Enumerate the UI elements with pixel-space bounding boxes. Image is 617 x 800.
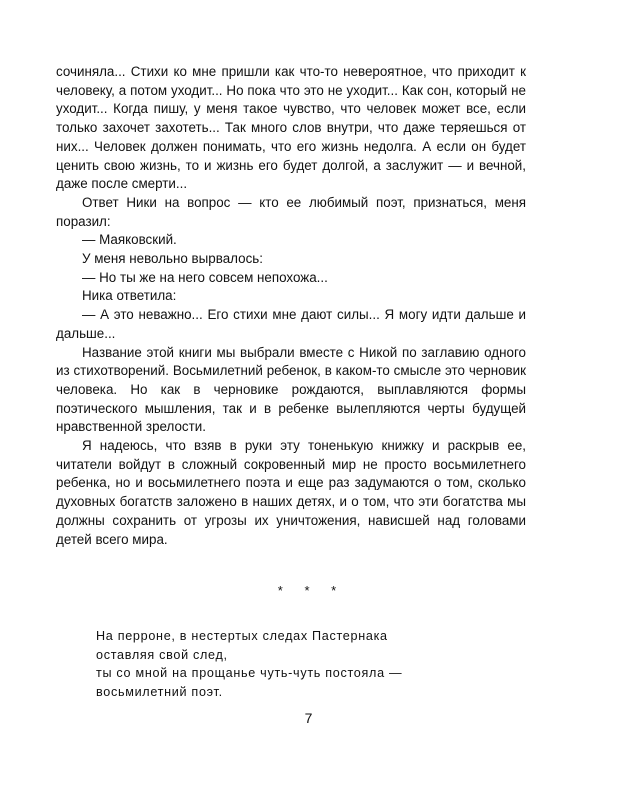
- section-separator: * * *: [277, 583, 346, 598]
- dialogue-line: — Маяковский.: [82, 232, 177, 248]
- paragraph: У меня невольно вырвалось:: [82, 251, 263, 267]
- paragraph: сочиняла... Стихи ко мне пришли как что-то невероятное, что приходит к человеку, а потом уходит... Но пока что это не уходит... Как сон, который не уходит... Когда пишу, у меня такое чувство, что человек может все, если только захочет захотеть... Так много слов внутри, что даже теряешься от них... Человек должен понимать, что его жизнь недолга. А если он будет ценить свою жизнь, то и жизнь его будет долгой, а заслужит — и вечной, даже после смерти...: [56, 64, 526, 192]
- paragraph: Ответ Ники на вопрос — кто ее любимый поэт, признаться, меня поразил:: [56, 194, 526, 229]
- page-number: 7: [304, 710, 313, 726]
- paragraph: Название этой книги мы выбрали вместе с Никой по заглавию одного из стихотворений. Восьмилетний ребенок, в каком-то смысле это черновик человека. Но как в черновике рождаются, выплавляются формы поэтического мышления, так и в ребенке вылепляются черты будущей нравственной зрелости.: [56, 344, 526, 435]
- poem-line: восьмилетний поэт.: [96, 684, 223, 699]
- poem-stanza: [96, 627, 536, 701]
- dialogue-line: — Но ты же на него совсем непохожа...: [82, 269, 328, 285]
- body-text: [56, 63, 526, 549]
- paragraph: Я надеюсь, что взяв в руки эту тоненькую книжку и раскрыв ее, читатели войдут в сложный сокровенный мир не просто восьмилетнего ребенка, но и восьмилетнего поэта и еще раз задумаются о том, сколько духовных богатств заложено в наших детях, и о том, что эти богатства мы должны сохранить от угрозы их уничтожения, нависшей над головами детей всего мира.: [56, 438, 526, 547]
- dialogue-line: — А это неважно... Его стихи мне дают силы... Я могу идти дальше и дальше...: [56, 307, 526, 341]
- paragraph: Ника ответила:: [82, 288, 177, 304]
- poem-line: оставляя свой след,: [96, 647, 228, 662]
- poem-line: ты со мной на прощанье чуть-чуть постояла —: [96, 666, 403, 681]
- poem-line: На перроне, в нестертых следах Пастернака: [96, 629, 388, 643]
